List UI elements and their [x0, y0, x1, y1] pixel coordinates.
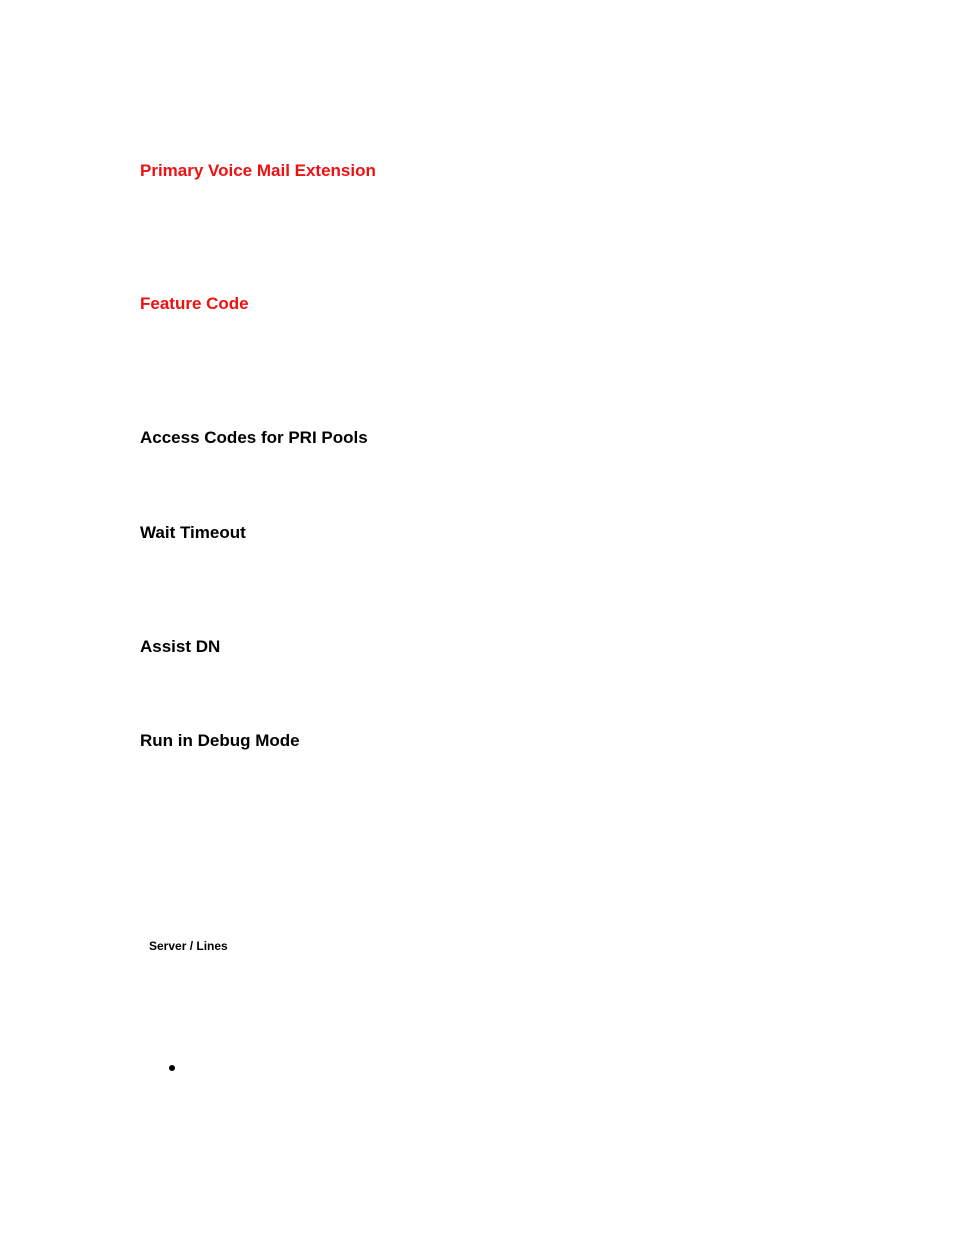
heading-primary-voice-mail-extension: Primary Voice Mail Extension	[140, 161, 376, 180]
heading-assist-dn: Assist DN	[140, 637, 221, 656]
heading-run-in-debug-mode: Run in Debug Mode	[140, 731, 300, 750]
heading-access-codes-pri-pools: Access Codes for PRI Pools	[140, 428, 368, 447]
heading-feature-code: Feature Code	[140, 294, 249, 313]
heading-wait-timeout: Wait Timeout	[140, 523, 246, 542]
server-lines-caption: Server / Lines	[149, 939, 228, 953]
bullet-point	[169, 1065, 175, 1071]
